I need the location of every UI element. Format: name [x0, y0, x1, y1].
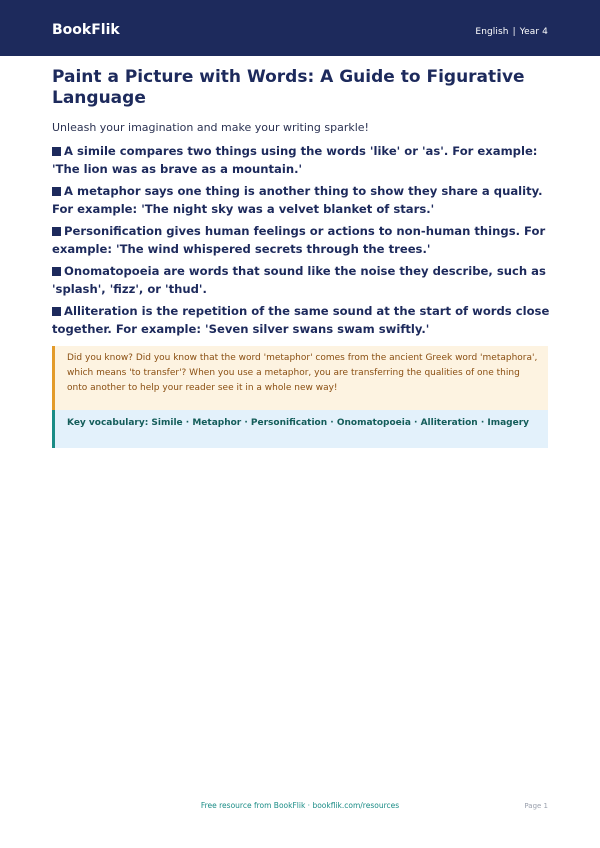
header-meta [475, 27, 548, 37]
page-subtitle: Unleash your imagination and make your writing sparkle! [52, 121, 369, 134]
meta-separator: | [512, 27, 516, 37]
footer-link[interactable]: Free resource from BookFlik · bookflik.com/resources [200, 801, 400, 810]
square-bullet-icon [52, 187, 61, 196]
brand-logo[interactable]: BookFlik [52, 22, 120, 38]
page-title: Paint a Picture with Words: A Guide to Figurative Language [52, 67, 525, 108]
list-item-text: A simile compares two things using the words 'like' or 'as'. For example: 'The lion was as brave as a mountain.' [52, 144, 538, 176]
list-item [52, 142, 552, 178]
list-item-text: A metaphor says one thing is another thing to show they share a quality. For example: 'The night sky was a velvet blanket of stars.' [52, 184, 543, 216]
key-vocabulary-box: Key vocabulary: Simile · Metaphor · Personification · Onomatopoeia · Alliteration · Imagery [52, 410, 548, 448]
list-item-text: Onomatopoeia are words that sound like the noise they describe, such as 'splash', 'fizz', or 'thud'. [52, 264, 546, 296]
square-bullet-icon [52, 267, 61, 276]
list-item-text: Personification gives human feelings or actions to non-human things. For example: 'The wind whispered secrets through the trees.' [52, 224, 546, 256]
square-bullet-icon [52, 307, 61, 316]
grade-label: Year 4 [519, 27, 548, 37]
list-item [52, 182, 552, 218]
did-you-know-callout: Did you know? Did you know that the word 'metaphor' comes from the ancient Greek word 'metaphora', which means 'to transfer'? When you use a metaphor, you are transferring the qualities of one thing onto another to help your reader see it in a whole new way! [52, 346, 548, 410]
square-bullet-icon [52, 227, 61, 236]
square-bullet-icon [52, 147, 61, 156]
list-item [52, 302, 552, 338]
subject-label: English [475, 27, 509, 37]
page-number: Page 1 [524, 802, 548, 810]
figurative-language-list [52, 142, 552, 342]
header-bar [0, 0, 600, 56]
list-item [52, 262, 552, 298]
list-item [52, 222, 552, 258]
list-item-text: Alliteration is the repetition of the same sound at the start of words close together. For example: 'Seven silver swans swam swiftly.' [52, 304, 550, 336]
